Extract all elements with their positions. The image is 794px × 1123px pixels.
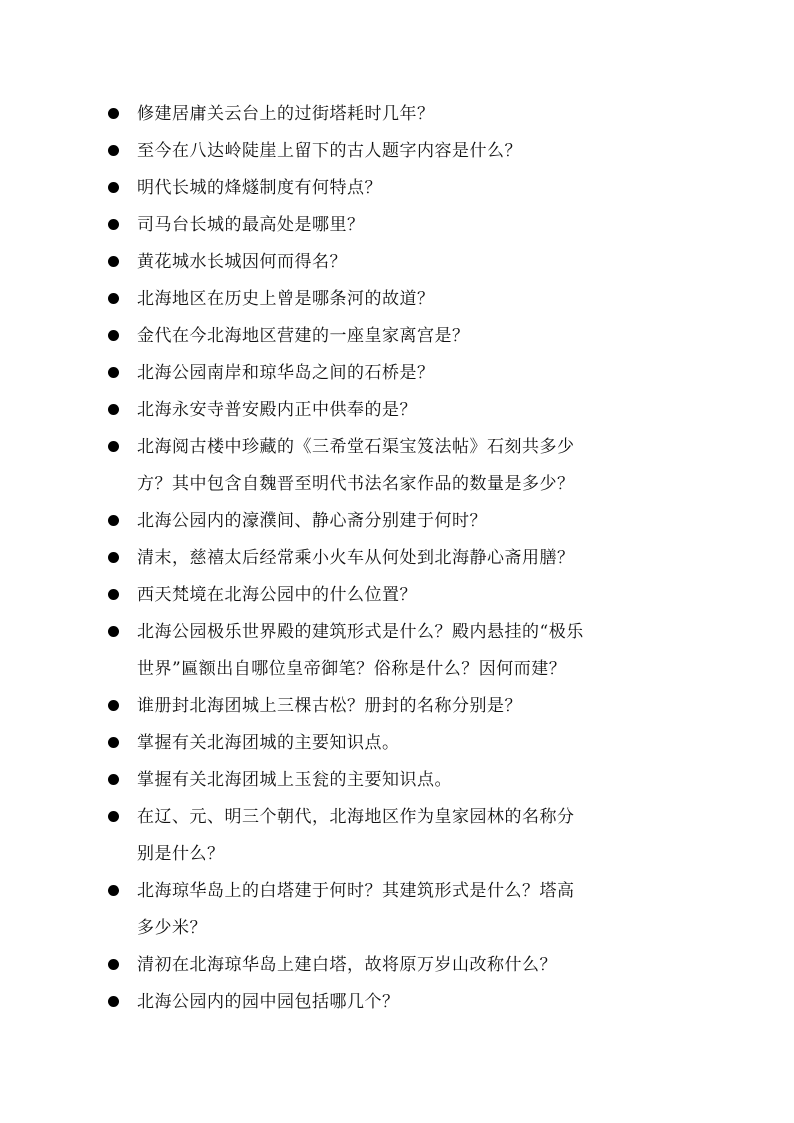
question-list	[108, 96, 688, 1021]
question-item	[108, 614, 688, 688]
bullet-dot-icon	[108, 700, 119, 711]
question-item	[108, 947, 688, 984]
question-item	[108, 577, 688, 614]
question-text-line: 金代在今北海地区营建的一座皇家离宫是？	[137, 326, 470, 346]
question-item	[108, 725, 688, 762]
question-text-line: 谁册封北海团城上三棵古松？册封的名称分别是？	[137, 696, 522, 716]
bullet-dot-icon	[108, 256, 119, 267]
bullet-dot-icon	[108, 441, 119, 452]
question-text-line: 至今在八达岭陡崖上留下的古人题字内容是什么？	[137, 141, 522, 161]
bullet-dot-icon	[108, 330, 119, 341]
question-text-line: 修建居庸关云台上的过街塔耗时几年？	[137, 104, 435, 124]
bullet-dot-icon	[108, 774, 119, 785]
question-item	[108, 355, 688, 392]
question-text-line: 清末，慈禧太后经常乘小火车从何处到北海静心斋用膳？	[137, 548, 575, 568]
question-item	[108, 392, 688, 429]
question-text-line: 北海永安寺普安殿内正中供奉的是？	[137, 400, 417, 420]
question-item	[108, 503, 688, 540]
question-text-line: 司马台长城的最高处是哪里？	[137, 215, 365, 235]
question-item	[108, 429, 688, 503]
question-item	[108, 540, 688, 577]
question-item	[108, 281, 688, 318]
bullet-dot-icon	[108, 182, 119, 193]
question-item	[108, 96, 688, 133]
question-text-line: 北海琼华岛上的白塔建于何时？其建筑形式是什么？塔高	[137, 881, 575, 901]
bullet-dot-icon	[108, 515, 119, 526]
question-item	[108, 984, 688, 1021]
question-text-line: 北海公园南岸和琼华岛之间的石桥是？	[137, 363, 435, 383]
bullet-dot-icon	[108, 404, 119, 415]
bullet-dot-icon	[108, 145, 119, 156]
bullet-dot-icon	[108, 293, 119, 304]
bullet-dot-icon	[108, 811, 119, 822]
question-text-line: 别是什么？	[137, 844, 225, 864]
question-item	[108, 244, 688, 281]
question-text-line: 世界”匾额出自哪位皇帝御笔？俗称是什么？因何而建？	[137, 659, 567, 679]
question-text-line: 北海阅古楼中珍藏的《三希堂石渠宝笈法帖》石刻共多少	[137, 437, 575, 457]
question-text-line: 掌握有关北海团城的主要知识点。	[137, 733, 400, 753]
question-text-line: 黄花城水长城因何而得名？	[137, 252, 347, 272]
bullet-dot-icon	[108, 959, 119, 970]
bullet-dot-icon	[108, 367, 119, 378]
question-item	[108, 318, 688, 355]
question-item	[108, 762, 688, 799]
bullet-dot-icon	[108, 996, 119, 1007]
question-item	[108, 799, 688, 873]
question-text-line: 多少米？	[137, 918, 207, 938]
bullet-dot-icon	[108, 108, 119, 119]
question-text-line: 清初在北海琼华岛上建白塔，故将原万岁山改称什么？	[137, 955, 557, 975]
question-item	[108, 207, 688, 244]
question-text-line: 掌握有关北海团城上玉瓮的主要知识点。	[137, 770, 452, 790]
question-text-line: 明代长城的烽燧制度有何特点？	[137, 178, 382, 198]
question-item	[108, 688, 688, 725]
question-item	[108, 133, 688, 170]
question-text-line: 北海公园极乐世界殿的建筑形式是什么？殿内悬挂的“极乐	[137, 622, 584, 642]
question-text-line: 北海公园内的园中园包括哪几个？	[137, 992, 400, 1012]
bullet-dot-icon	[108, 552, 119, 563]
question-text-line: 北海地区在历史上曾是哪条河的故道？	[137, 289, 435, 309]
bullet-dot-icon	[108, 589, 119, 600]
bullet-dot-icon	[108, 219, 119, 230]
bullet-dot-icon	[108, 885, 119, 896]
question-item	[108, 170, 688, 207]
bullet-dot-icon	[108, 737, 119, 748]
question-item	[108, 873, 688, 947]
question-text-line: 方？其中包含自魏晋至明代书法名家作品的数量是多少？	[137, 474, 575, 494]
question-text-line: 西天梵境在北海公园中的什么位置？	[137, 585, 417, 605]
question-text-line: 北海公园内的濠濮间、静心斋分别建于何时？	[137, 511, 487, 531]
bullet-dot-icon	[108, 626, 119, 637]
question-text-line: 在辽、元、明三个朝代，北海地区作为皇家园林的名称分	[137, 807, 575, 827]
